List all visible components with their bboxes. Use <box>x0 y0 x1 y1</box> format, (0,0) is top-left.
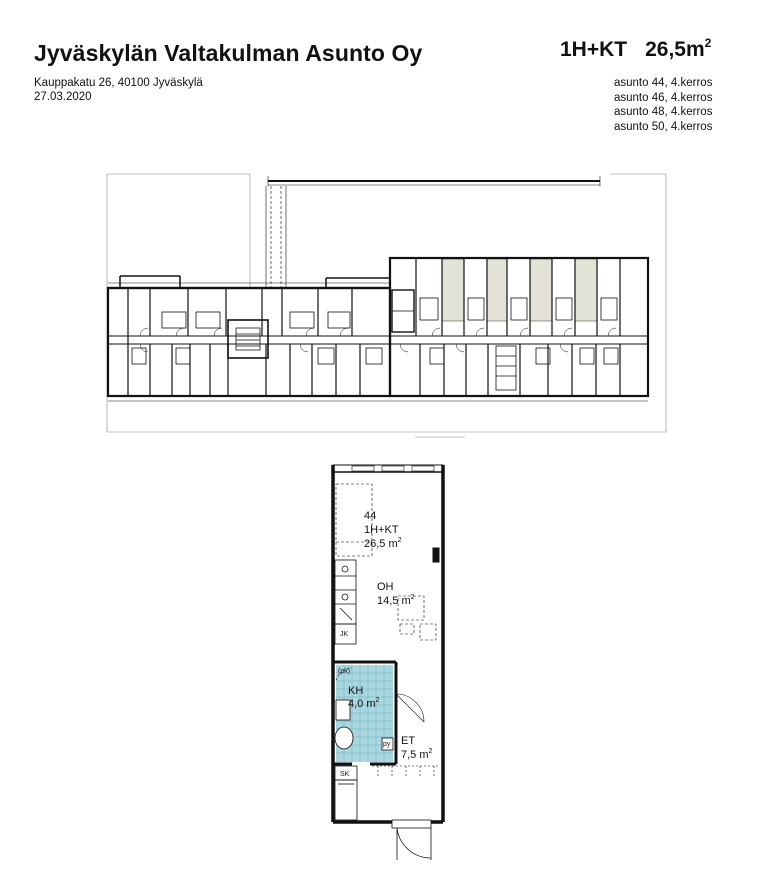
unit-item: asunto 50, 4.kerros <box>614 120 713 133</box>
misc-label-py: py <box>383 741 391 748</box>
area-unit-sup: 2 <box>704 36 712 50</box>
top-wall <box>268 176 600 186</box>
sq-sup: 2 <box>428 748 433 755</box>
unit-item: asunto 44, 4.kerros <box>614 77 713 89</box>
highlighted-units <box>442 259 597 321</box>
room-area-et-text: 7,5 m <box>401 749 429 761</box>
misc-label-pk: (pk) <box>338 668 351 675</box>
apartment-area-label <box>364 537 402 550</box>
room-area-et <box>401 748 433 761</box>
room-code-kh: KH <box>348 685 364 697</box>
unit-item: asunto 46, 4.kerros <box>614 91 713 104</box>
sq-sup: 2 <box>410 594 415 601</box>
room-code-oh: OH <box>377 581 394 593</box>
stair-core <box>228 290 516 390</box>
room-area-kh-text: 4,0 m <box>348 698 376 710</box>
room-area-oh-text: 14,5 m <box>377 595 411 607</box>
stair-ladder <box>266 186 286 287</box>
apartment-type-label: 1H+KT <box>364 524 399 536</box>
date-text: 27.03.2020 <box>34 91 92 103</box>
page-title: Jyväskylän Valtakulman Asunto Oy <box>34 40 423 66</box>
apartment-type: 1H+KT <box>560 38 628 61</box>
unit-item: asunto 48, 4.kerros <box>614 106 713 118</box>
apartment-area-text: 26,5 m <box>364 538 398 550</box>
area-value: 26,5m <box>645 38 705 61</box>
floor-overview <box>107 174 666 437</box>
room-code-et: ET <box>401 735 416 747</box>
apartment-plan <box>333 465 443 860</box>
coat-hooks <box>372 766 440 776</box>
room-area-kh <box>348 697 380 710</box>
closet-jk-label: JK <box>340 631 349 638</box>
sq-sup: 2 <box>375 697 380 704</box>
address-text: Kauppakatu 26, 40100 Jyväskylä <box>34 77 203 89</box>
closet-sk-label: SK <box>340 771 350 778</box>
sq-sup: 2 <box>397 537 402 544</box>
apartment-number: 44 <box>364 510 377 522</box>
outer-walls <box>333 465 443 822</box>
room-area-oh <box>377 594 415 607</box>
entrance-door <box>392 820 431 860</box>
